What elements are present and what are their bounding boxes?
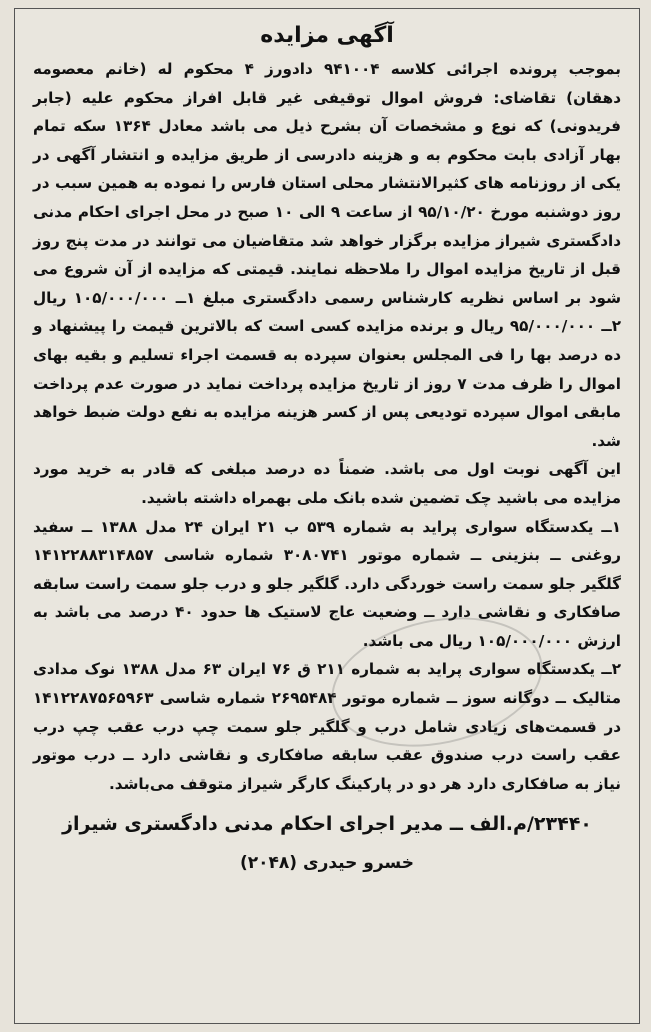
notice-round-paragraph: این آگهی نوبت اول می باشد. ضمناً ده درصد مبلغی که قادر به خرید مورد مزایده می باشید چک تضمین شده بانک ملی بهمراه داشته باشید. xyxy=(33,460,621,507)
signature-line: ۲۳۴۴۰/م.الف ــ مدیر اجرای احکام مدنی دادگستری شیراز xyxy=(62,813,592,836)
notice-title: آگهی مزایده xyxy=(260,23,394,48)
notice-body-paragraph: بموجب پرونده اجرائی کلاسه ۹۴۱۰۰۴ دادورز ۴ محکوم له (خانم معصومه دهقان) تقاضای: فروش اموال توقیفی غیر قابل افراز محکوم علیه (جابر فریدونی) که نوع و مشخصات آن بشرح ذیل می باشد معادل ۱۳۶۴ سکه تمام بهار آزادی بابت محکوم به و هزینه دادرسی از طریق مزایده و انتشار آگهی در یکی از روزنامه های کثیرالانتشار محلی استان فارس را نموده به همین سبب در روز دوشنبه مورخ ۹۵/۱۰/۲۰ از ساعت ۹ الی ۱۰ صبح در محل اجرای احکام مدنی دادگستری شیراز مزایده برگزار خواهد شد متقاضیان می توانند در مدت پنج روز قبل از تاریخ مزایده اموال را ملاحظه نمایند. قیمتی که مزایده از آن شروع می شود بر اساس نظریه کارشناس رسمی دادگستری مبلغ ۱ــ ۱۰۵/۰۰۰/۰۰۰ ریال ۲ــ ۹۵/۰۰۰/۰۰۰ ریال و برنده مزایده کسی است که بالاترین قیمت را پیشنهاد و ده درصد بها را فی المجلس بعنوان سپرده به قسمت اجراء تسلیم و بقیه بهای اموال را ظرف مدت ۷ روز از تاریخ مزایده پرداخت نماید در صورت عدم پرداخت مابقی اموال سپرده تودیعی پس از کسر هزینه مزایده به نفع دولت ضبط خواهد شد. xyxy=(33,60,622,450)
vehicle-2-paragraph: ۲ــ یکدستگاه سواری پراید به شماره ۲۱۱ ق ۷۶ ایران ۶۳ مدل ۱۳۸۸ نوک مدادی متالیک ــ دوگانه سوز ــ شماره موتور ۲۶۹۵۴۸۴ شماره شاسی ۱۴۱۲۲۸۷۵۶۵۹۶۳ در قسمت‌های زیادی شامل درب و گلگیر جلو سمت چپ درب عقب چپ درب عقب راست درب صندوق عقب سابقه صافکاری و نقاشی دارد ــ درب موتور نیاز به صافکاری دارد هر دو در پارکینگ کارگر شیراز متوقف می‌باشد. xyxy=(33,660,622,793)
signatory-name: خسرو حیدری (۲۰۴۸) xyxy=(240,853,414,874)
auction-notice xyxy=(14,8,640,1024)
vehicle-1-paragraph: ۱ــ یکدستگاه سواری پراید به شماره ۵۳۹ ب ۲۱ ایران ۲۴ مدل ۱۳۸۸ ــ سفید روغنی ــ بنزینی ــ شماره موتور ۳۰۸۰۷۴۱ شماره شاسی ۱۴۱۲۲۸۸۳۱۴۸۵۷ گلگیر جلو سمت راست خوردگی دارد. گلگیر جلو و درب جلو سمت راست سابقه صافکاری و نقاشی دارد ــ وضعیت عاج لاستیک ها حدود ۴۰ درصد می باشد به ارزش ۱۰۵/۰۰۰/۰۰۰ ریال می باشد. xyxy=(33,517,622,650)
